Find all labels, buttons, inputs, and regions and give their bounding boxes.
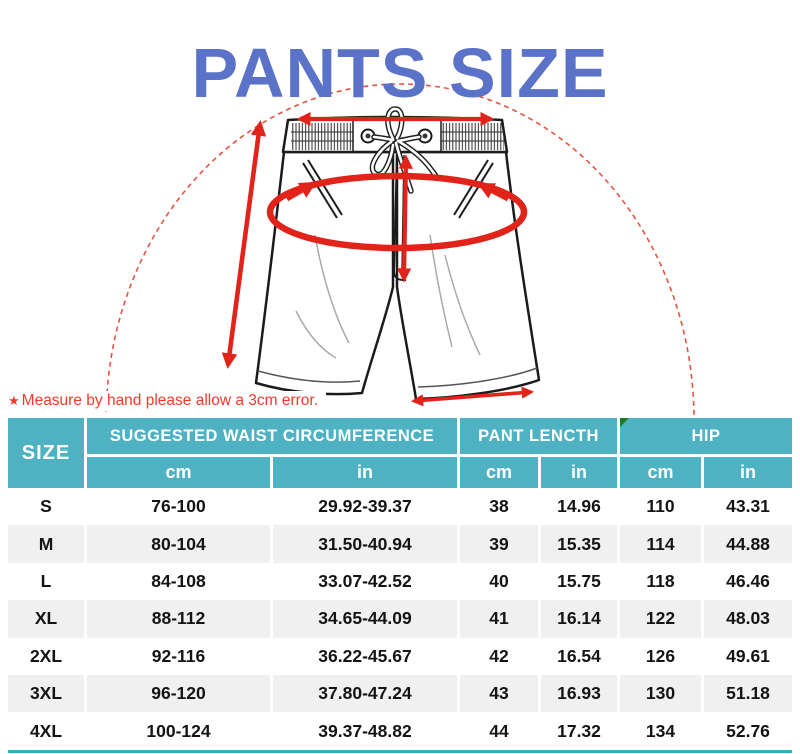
table-bottom-border [8, 750, 792, 753]
cell-hip-cm: 122 [620, 600, 704, 637]
header-length-group: PANT LENCTH [460, 418, 620, 457]
header-length-cm: cm [460, 457, 541, 488]
shorts-measurement-illustration [0, 75, 800, 415]
table-row [8, 525, 792, 562]
cell-size: 4XL [8, 712, 87, 749]
cell-waist-cm: 100-124 [87, 712, 273, 749]
shorts-drawing [256, 117, 539, 399]
cell-hip-in: 44.88 [726, 533, 770, 554]
cell-hip-in: 52.76 [726, 720, 770, 741]
cell-length-in: 15.75 [541, 563, 620, 600]
header-hip-in: in [704, 457, 792, 488]
cell-waist-cm: 92-116 [87, 638, 273, 675]
cell-length-in: 16.14 [541, 600, 620, 637]
cell-waist-cm: 76-100 [87, 488, 273, 525]
cell-waist-cm: 80-104 [87, 525, 273, 562]
cell-hip-in: 46.46 [726, 570, 770, 591]
cell-hip-cm: 130 [620, 675, 704, 712]
cell-waist-cm: 88-112 [87, 600, 273, 637]
cell-waist-in: 39.37-48.82 [273, 712, 460, 749]
header-waist-in: in [273, 457, 460, 488]
measurement-note [8, 391, 326, 411]
cell-size: M [8, 525, 87, 562]
cell-waist-in: 33.07-42.52 [273, 563, 460, 600]
corner-marker-triangle-icon [620, 418, 629, 427]
table-row [8, 600, 792, 637]
table-row [8, 563, 792, 600]
cell-length-cm: 39 [460, 525, 541, 562]
cell-length-in: 14.96 [541, 488, 620, 525]
cell-size: 3XL [8, 675, 87, 712]
cell-hip-cm: 126 [620, 638, 704, 675]
header-length-in: in [541, 457, 620, 488]
pant-length-arrow [228, 124, 260, 365]
cell-hip-cm: 118 [620, 563, 704, 600]
cell-length-in: 17.32 [541, 712, 620, 749]
cell-waist-in: 36.22-45.67 [273, 638, 460, 675]
cell-length-cm: 44 [460, 712, 541, 749]
cell-length-cm: 43 [460, 675, 541, 712]
cell-length-cm: 42 [460, 638, 541, 675]
cell-waist-in: 37.80-47.24 [273, 675, 460, 712]
table-row [8, 712, 792, 749]
cell-length-cm: 40 [460, 563, 541, 600]
cell-hip-in: 49.61 [726, 645, 770, 666]
cell-size: 2XL [8, 638, 87, 675]
cell-waist-in: 34.65-44.09 [273, 600, 460, 637]
header-waist-group: SUGGESTED WAIST CIRCUMFERENCE [87, 418, 460, 457]
size-table [8, 418, 792, 750]
cell-length-in: 16.54 [541, 638, 620, 675]
cell-size: XL [8, 600, 87, 637]
table-row [8, 638, 792, 675]
cell-waist-cm: 96-120 [87, 675, 273, 712]
cell-hip-cm: 114 [620, 525, 704, 562]
cell-hip-cm: 134 [620, 712, 704, 749]
header-waist-cm: cm [87, 457, 273, 488]
star-icon: ★ [8, 393, 20, 408]
cell-length-cm: 41 [460, 600, 541, 637]
cell-waist-in: 31.50-40.94 [273, 525, 460, 562]
cell-waist-in: 29.92-39.37 [273, 488, 460, 525]
cell-hip-in: 51.18 [726, 683, 770, 704]
header-hip-cm: cm [620, 457, 704, 488]
table-row [8, 675, 792, 712]
cell-length-cm: 38 [460, 488, 541, 525]
measurement-note-text: Measure by hand please allow a 3cm error. [21, 392, 319, 409]
cell-length-in: 15.35 [541, 525, 620, 562]
page-title: PANTS SIZE [191, 34, 609, 112]
table-row [8, 488, 792, 525]
header-hip-group: HIP [620, 418, 792, 457]
cell-hip-in: 48.03 [726, 608, 770, 629]
cell-length-in: 16.93 [541, 675, 620, 712]
cell-hip-in: 43.31 [726, 496, 770, 517]
cell-hip-cm: 110 [620, 488, 704, 525]
cell-size: S [8, 488, 87, 525]
cell-size: L [8, 563, 87, 600]
cell-waist-cm: 84-108 [87, 563, 273, 600]
header-size: SIZE [8, 418, 87, 488]
